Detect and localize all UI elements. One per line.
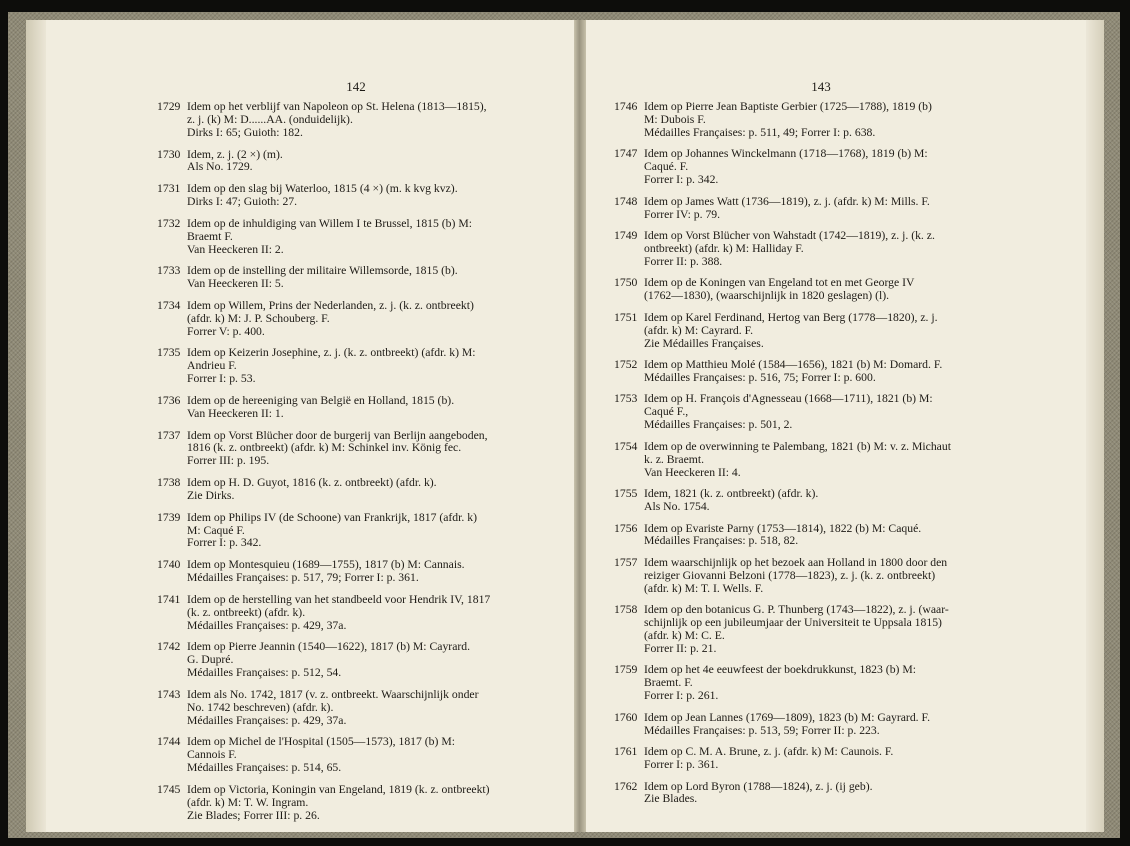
entry-line: Forrer I: p. 53. — [187, 372, 256, 386]
entry-line: k. z. Braemt. — [644, 452, 705, 466]
catalog-entry — [614, 277, 1014, 303]
catalog-entry — [157, 512, 552, 551]
entry-number: 1743 — [157, 687, 181, 701]
entry-line: (k. z. ontbreekt) (afdr. k). — [187, 605, 306, 619]
entry-line: Dirks I: 47; Guioth: 27. — [187, 195, 298, 209]
entry-line: (afdr. k) M: T. I. Wells. F. — [644, 581, 764, 595]
entry-number: 1745 — [157, 782, 181, 796]
entry-text — [644, 664, 1014, 703]
entry-text — [187, 183, 552, 209]
entry-number: 1734 — [157, 298, 181, 312]
right-page — [584, 20, 1104, 832]
entry-list — [614, 101, 1014, 815]
entry-number: 1761 — [614, 745, 638, 759]
entry-number: 1739 — [157, 510, 181, 524]
entry-line: Médailles Françaises: p. 517, 79; Forrer I: p. 361. — [187, 571, 419, 585]
entry-number: 1748 — [614, 194, 638, 208]
entry-line: Idem op Willem, Prins der Nederlanden, z. j. (k. z. ontbreekt) — [187, 298, 474, 312]
entry-text — [644, 441, 1014, 480]
entry-line: Caqué F., — [644, 405, 689, 419]
entry-text — [644, 604, 1014, 656]
page-number: 142 — [346, 79, 366, 94]
catalog-entry — [614, 101, 1014, 140]
entry-number: 1741 — [157, 592, 181, 606]
entry-number: 1746 — [614, 100, 638, 113]
entry-text — [187, 430, 552, 469]
entry-line: Als No. 1729. — [187, 160, 253, 174]
entry-line: Idem op Karel Ferdinand, Hertog van Berg (1778—1820), z. j. — [644, 310, 938, 324]
entry-text — [187, 265, 552, 291]
entry-text — [187, 477, 552, 503]
catalog-entry — [157, 430, 552, 469]
entry-line: Idem op Pierre Jeannin (1540—1622), 1817 (b) M: Cayrard. — [187, 640, 471, 654]
entry-line: Idem op de instelling der militaire Willemsorde, 1815 (b). — [187, 264, 458, 278]
entry-number: 1760 — [614, 710, 638, 724]
entry-line: Idem op Matthieu Molé (1584—1656), 1821 (b) M: Domard. F. — [644, 358, 943, 372]
entry-number: 1729 — [157, 100, 181, 113]
entry-line: Idem op het 4e eeuwfeest der boekdrukkunst, 1823 (b) M: — [644, 663, 916, 677]
entry-text — [644, 196, 1014, 222]
entry-line: Forrer II: p. 21. — [644, 641, 717, 655]
catalog-entry — [157, 559, 552, 585]
entry-line: Idem op de overwinning te Palembang, 1821 (b) M: v. z. Michaut — [644, 439, 951, 453]
entry-line: Idem op de Koningen van Engeland tot en met George IV — [644, 276, 915, 290]
entry-line: Van Heeckeren II: 2. — [187, 242, 284, 256]
entry-text — [644, 148, 1014, 187]
entry-line: Idem op H. D. Guyot, 1816 (k. z. ontbreekt) (afdr. k). — [187, 476, 437, 490]
entry-line: Idem op Lord Byron (1788—1824), z. j. (ij geb). — [644, 779, 873, 793]
entry-text — [644, 393, 1014, 432]
entry-text — [644, 746, 1014, 772]
catalog-entry — [614, 196, 1014, 222]
entry-number: 1756 — [614, 521, 638, 535]
entry-number: 1744 — [157, 735, 181, 749]
entry-number: 1747 — [614, 147, 638, 161]
entry-number: 1752 — [614, 358, 638, 372]
entry-line: Idem op Vorst Blücher von Wahstadt (1742—1819), z. j. (k. z. — [644, 229, 935, 243]
entry-line: Van Heeckeren II: 1. — [187, 406, 284, 420]
entry-line: Idem op de hereeniging van België en Holland, 1815 (b). — [187, 393, 455, 407]
entry-number: 1735 — [157, 346, 181, 360]
entry-number: 1732 — [157, 216, 181, 230]
catalog-entry — [157, 218, 552, 257]
entry-line: G. Dupré. — [187, 653, 234, 667]
entry-text — [187, 300, 552, 339]
catalog-entry — [157, 736, 552, 775]
entry-text — [644, 712, 1014, 738]
entry-line: Forrer I: p. 361. — [644, 758, 719, 772]
entry-text — [644, 312, 1014, 351]
entry-line: Als No. 1754. — [644, 500, 710, 513]
entry-text — [187, 689, 552, 728]
page-stack-edge-left — [26, 20, 46, 832]
entry-line: Dirks I: 65; Guioth: 182. — [187, 125, 303, 139]
entry-text — [187, 594, 552, 633]
page-stack-edge-right — [1086, 20, 1104, 832]
entry-text — [187, 641, 552, 680]
entry-number: 1758 — [614, 603, 638, 617]
catalog-entry — [614, 148, 1014, 187]
entry-text — [644, 488, 1014, 514]
entry-number: 1738 — [157, 476, 181, 490]
entry-line: Zie Médailles Françaises. — [644, 336, 764, 350]
entry-text — [187, 784, 552, 823]
entry-text — [644, 230, 1014, 269]
entry-number: 1737 — [157, 428, 181, 442]
entry-line: (afdr. k) M: J. P. Schouberg. F. — [187, 311, 330, 325]
entry-line: Idem, 1821 (k. z. ontbreekt) (afdr. k). — [644, 487, 819, 501]
entry-line: Zie Blades; Forrer III: p. 26. — [187, 808, 320, 822]
catalog-entry — [614, 523, 1014, 549]
entry-text — [187, 512, 552, 551]
catalog-entry — [157, 149, 552, 175]
entry-number: 1759 — [614, 663, 638, 677]
entry-line: Forrer II: p. 388. — [644, 254, 723, 268]
entry-number: 1749 — [614, 229, 638, 243]
entry-line: Idem op den botanicus G. P. Thunberg (1743—1822), z. j. (waar- — [644, 603, 949, 617]
entry-line: Idem op Victoria, Koningin van Engeland, 1819 (k. z. ontbreekt) — [187, 782, 490, 796]
entry-line: Idem op Pierre Jean Baptiste Gerbier (1725—1788), 1819 (b) — [644, 100, 932, 113]
catalog-entry — [157, 395, 552, 421]
entry-number: 1742 — [157, 640, 181, 654]
catalog-entry — [614, 781, 1014, 807]
entry-text — [187, 395, 552, 421]
entry-line: Caqué. F. — [644, 160, 689, 174]
entry-text — [187, 101, 552, 140]
entry-line: Médailles Françaises: p. 518, 82. — [644, 534, 799, 548]
entry-number: 1754 — [614, 439, 638, 453]
entry-number: 1753 — [614, 392, 638, 406]
catalog-entry — [614, 746, 1014, 772]
entry-number: 1740 — [157, 558, 181, 572]
left-page — [26, 20, 576, 832]
entry-line: z. j. (k) M: D......AA. (onduidelijk). — [187, 112, 353, 126]
entry-number: 1750 — [614, 276, 638, 290]
catalog-entry — [614, 557, 1014, 596]
entry-number: 1755 — [614, 487, 638, 501]
entry-list — [157, 101, 552, 831]
entry-line: M: Dubois F. — [644, 112, 706, 126]
entry-line: ontbreekt) (afdr. k) M: Halliday F. — [644, 241, 804, 255]
entry-line: Idem op Vorst Blücher door de burgerij van Berlijn aangeboden, — [187, 428, 488, 442]
entry-line: Idem waarschijnlijk op het bezoek aan Holland in 1800 door den — [644, 555, 948, 569]
entry-line: Forrer I: p. 342. — [644, 173, 719, 187]
entry-line: Idem op Philips IV (de Schoone) van Frankrijk, 1817 (afdr. k) — [187, 510, 477, 524]
entry-number: 1730 — [157, 147, 181, 161]
entry-line: (afdr. k) M: T. W. Ingram. — [187, 795, 309, 809]
entry-line: Forrer I: p. 342. — [187, 536, 262, 550]
catalog-entry — [157, 265, 552, 291]
entry-number: 1731 — [157, 182, 181, 196]
catalog-entry — [614, 393, 1014, 432]
entry-line: Idem op Jean Lannes (1769—1809), 1823 (b) M: Gayrard. F. — [644, 710, 930, 724]
catalog-entry — [614, 441, 1014, 480]
entry-line: Médailles Françaises: p. 514, 65. — [187, 761, 342, 775]
catalog-entry — [614, 664, 1014, 703]
entry-number: 1733 — [157, 264, 181, 278]
catalog-entry — [614, 359, 1014, 385]
entry-line: Médailles Françaises: p. 511, 49; Forrer I: p. 638. — [644, 125, 876, 139]
entry-line: Andrieu F. — [187, 359, 237, 373]
entry-line: Cannois F. — [187, 748, 237, 762]
catalog-entry — [614, 230, 1014, 269]
entry-line: Zie Blades. — [644, 792, 698, 806]
entry-line: Braemt F. — [187, 229, 233, 243]
entry-line: Idem op de herstelling van het standbeeld voor Hendrik IV, 1817 — [187, 592, 491, 606]
entry-line: Idem, z. j. (2 ×) (m). — [187, 147, 283, 161]
entry-line: Van Heeckeren II: 5. — [187, 277, 284, 291]
catalog-entry — [157, 641, 552, 680]
catalog-entry — [157, 594, 552, 633]
entry-line: Braemt. F. — [644, 676, 693, 690]
entry-line: Idem op Montesquieu (1689—1755), 1817 (b) M: Cannais. — [187, 558, 465, 572]
entry-text — [644, 781, 1014, 807]
entry-line: schijnlijk op een jubileumjaar der Universiteit te Uppsala 1815) — [644, 616, 942, 630]
catalog-entry — [157, 784, 552, 823]
catalog-entry — [157, 101, 552, 140]
entry-line: Idem op Keizerin Josephine, z. j. (k. z. ontbreekt) (afdr. k) M: — [187, 346, 476, 360]
entry-line: Médailles Françaises: p. 501, 2. — [644, 418, 793, 432]
entry-line: 1816 (k. z. ontbreekt) (afdr. k) M: Schinkel inv. König fec. — [187, 441, 462, 455]
entry-text — [187, 149, 552, 175]
entry-number: 1751 — [614, 310, 638, 324]
catalog-entry — [614, 312, 1014, 351]
entry-line: Idem als No. 1742, 1817 (v. z. ontbreekt. Waarschijnlijk onder — [187, 687, 479, 701]
entry-line: Idem op Michel de l'Hospital (1505—1573), 1817 (b) M: — [187, 735, 455, 749]
catalog-entry — [614, 488, 1014, 514]
entry-line: Idem op het verblijf van Napoleon op St. Helena (1813—1815), — [187, 100, 487, 113]
entry-line: (afdr. k) M: Cayrard. F. — [644, 323, 754, 337]
book-scan — [8, 12, 1120, 838]
entry-text — [644, 523, 1014, 549]
catalog-entry — [614, 712, 1014, 738]
entry-line: Forrer IV: p. 79. — [644, 207, 721, 221]
catalog-entry — [157, 477, 552, 503]
entry-line: Forrer V: p. 400. — [187, 324, 265, 338]
entry-line: Forrer I: p. 261. — [644, 689, 719, 703]
entry-line: Forrer III: p. 195. — [187, 454, 270, 468]
entry-line: Idem op de inhuldiging van Willem I te Brussel, 1815 (b) M: — [187, 216, 472, 230]
book-gutter — [574, 20, 586, 832]
entry-line: Médailles Françaises: p. 429, 37a. — [187, 713, 347, 727]
entry-line: Idem op James Watt (1736—1819), z. j. (afdr. k) M: Mills. F. — [644, 194, 930, 208]
entry-text — [644, 101, 1014, 140]
entry-text — [644, 557, 1014, 596]
page-number: 143 — [811, 79, 831, 94]
entry-number: 1757 — [614, 555, 638, 569]
entry-line: M: Caqué F. — [187, 523, 245, 537]
entry-number: 1736 — [157, 393, 181, 407]
entry-line: Médailles Françaises: p. 513, 59; Forrer II: p. 223. — [644, 723, 880, 737]
entry-line: reiziger Giovanni Belzoni (1778—1823), z. j. (k. z. ontbreekt) — [644, 568, 936, 582]
entry-text — [644, 277, 1014, 303]
entry-text — [187, 559, 552, 585]
entry-line: Zie Dirks. — [187, 488, 235, 502]
entry-line: Médailles Françaises: p. 516, 75; Forrer I: p. 600. — [644, 370, 876, 384]
entry-line: Médailles Françaises: p. 429, 37a. — [187, 618, 347, 632]
catalog-entry — [157, 689, 552, 728]
entry-line: Idem op C. M. A. Brune, z. j. (afdr. k) M: Caunois. F. — [644, 745, 894, 759]
entry-line: Idem op H. François d'Agnesseau (1668—1711), 1821 (b) M: — [644, 392, 933, 406]
entry-line: Idem op Johannes Winckelmann (1718—1768), 1819 (b) M: — [644, 147, 928, 161]
entry-line: Idem op den slag bij Waterloo, 1815 (4 ×) (m. k kvg kvz). — [187, 182, 458, 196]
entry-line: Van Heeckeren II: 4. — [644, 465, 741, 479]
entry-line: (1762—1830), (waarschijnlijk in 1820 geslagen) (l). — [644, 289, 890, 303]
catalog-entry — [157, 300, 552, 339]
entry-line: Idem op Evariste Parny (1753—1814), 1822 (b) M: Caqué. — [644, 521, 922, 535]
catalog-entry — [157, 183, 552, 209]
entry-text — [187, 347, 552, 386]
catalog-entry — [157, 347, 552, 386]
entry-number: 1762 — [614, 779, 638, 793]
entry-line: No. 1742 beschreven) (afdr. k). — [187, 700, 334, 714]
entry-text — [644, 359, 1014, 385]
entry-line: Médailles Françaises: p. 512, 54. — [187, 666, 342, 680]
entry-text — [187, 736, 552, 775]
catalog-entry — [614, 604, 1014, 656]
entry-text — [187, 218, 552, 257]
entry-line: (afdr. k) M: C. E. — [644, 629, 725, 643]
